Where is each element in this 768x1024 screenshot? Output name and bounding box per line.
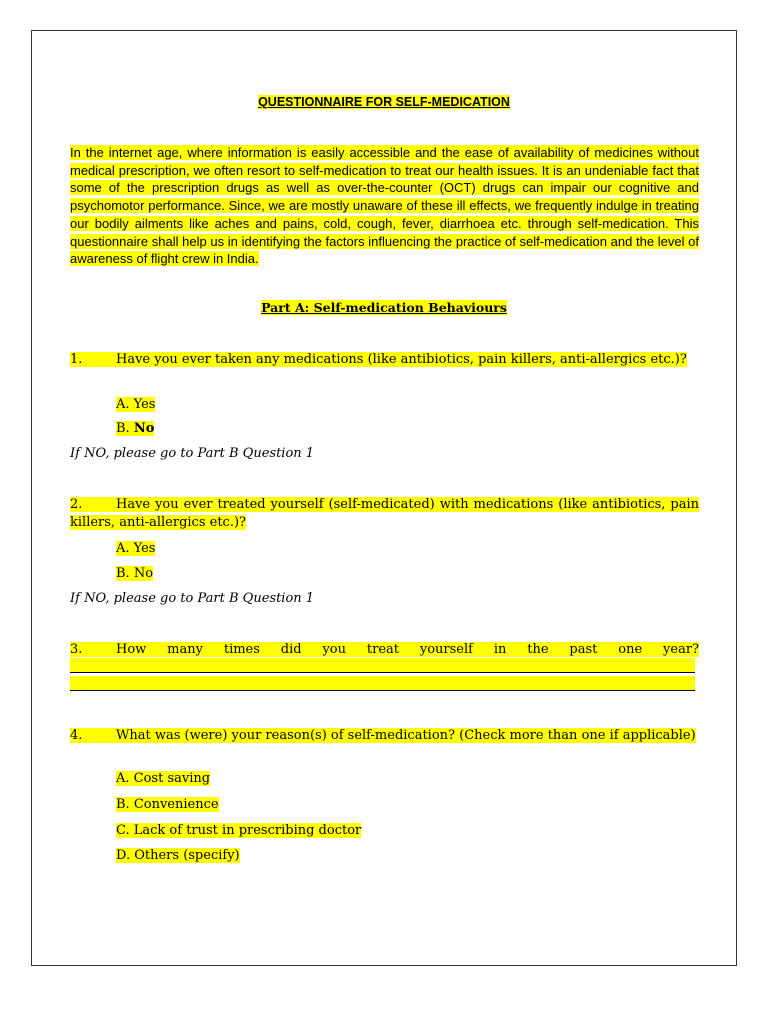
intro-paragraph <box>70 144 699 268</box>
question-1-option-b-prefix: B. <box>116 421 130 436</box>
question-1-number: 1. <box>70 352 83 367</box>
question-1-option-b-value: No <box>133 421 155 436</box>
question-2-option-a-label: A. Yes <box>116 541 156 556</box>
page-title <box>32 95 736 109</box>
section-heading-text: Part A: Self-medication Behaviours <box>261 300 507 315</box>
question-1-option-b[interactable] <box>116 420 154 437</box>
question-2-option-b[interactable] <box>116 565 153 582</box>
question-3 <box>70 641 699 659</box>
document-page <box>31 30 737 966</box>
question-3-text: How many times did you treat yourself in the past one year? <box>116 642 699 657</box>
question-4-option-b-label: B. Convenience <box>116 797 219 812</box>
question-3-answer-line-1[interactable] <box>70 658 695 673</box>
question-2-option-a[interactable] <box>116 540 155 557</box>
question-2 <box>70 496 699 532</box>
question-4-option-c[interactable] <box>116 822 361 839</box>
question-1-option-a-label: A. Yes <box>116 397 156 412</box>
section-heading-part-a <box>32 300 736 315</box>
question-4-option-a-label: A. Cost saving <box>116 771 211 786</box>
question-1-skip-note: If NO, please go to Part B Question 1 <box>70 446 315 461</box>
question-4 <box>70 727 699 745</box>
question-2-skip-note: If NO, please go to Part B Question 1 <box>70 591 315 606</box>
question-4-text: What was (were) your reason(s) of self-medication? (Check more than one if applicable) <box>116 728 696 743</box>
question-2-option-b-label: B. No <box>116 566 154 581</box>
question-2-text: Have you ever treated yourself (self-medicated) with medications (like antibiotics, pain killers, anti-allergics etc.)? <box>70 497 699 530</box>
question-2-number: 2. <box>70 497 83 512</box>
question-4-option-a[interactable] <box>116 770 210 787</box>
question-3-answer-line-2[interactable] <box>70 676 695 691</box>
question-4-option-d[interactable] <box>116 847 240 864</box>
question-1 <box>70 351 699 369</box>
question-3-number: 3. <box>70 642 83 657</box>
question-4-number: 4. <box>70 728 83 743</box>
question-4-option-b[interactable] <box>116 796 219 813</box>
question-4-option-d-label: D. Others (specify) <box>116 848 240 863</box>
question-4-option-c-label: C. Lack of trust in prescribing doctor <box>116 823 362 838</box>
question-1-option-a[interactable] <box>116 396 155 413</box>
intro-text: In the internet age, where information is easily accessible and the ease of availability of medicines without medical prescription, we often resort to self-medication to treat our health issues. It is an undeniable fact that some of the prescription drugs as well as over-the-counter (OCT) drugs can impair our cognitive and psychomotor performance. Since, we are mostly unaware of these ill effects, we frequently indulge in treating our bodily ailments like aches and pains, cold, cough, fever, diarrhoea etc. through self-medication. This questionnaire shall help us in identifying the factors influencing the practice of self-medication and the level of awareness of flight crew in India. <box>70 145 699 267</box>
page-title-text: QUESTIONNAIRE FOR SELF-MEDICATION <box>258 95 510 109</box>
question-1-text: Have you ever taken any medications (like antibiotics, pain killers, anti-allergics etc.)? <box>116 352 687 367</box>
